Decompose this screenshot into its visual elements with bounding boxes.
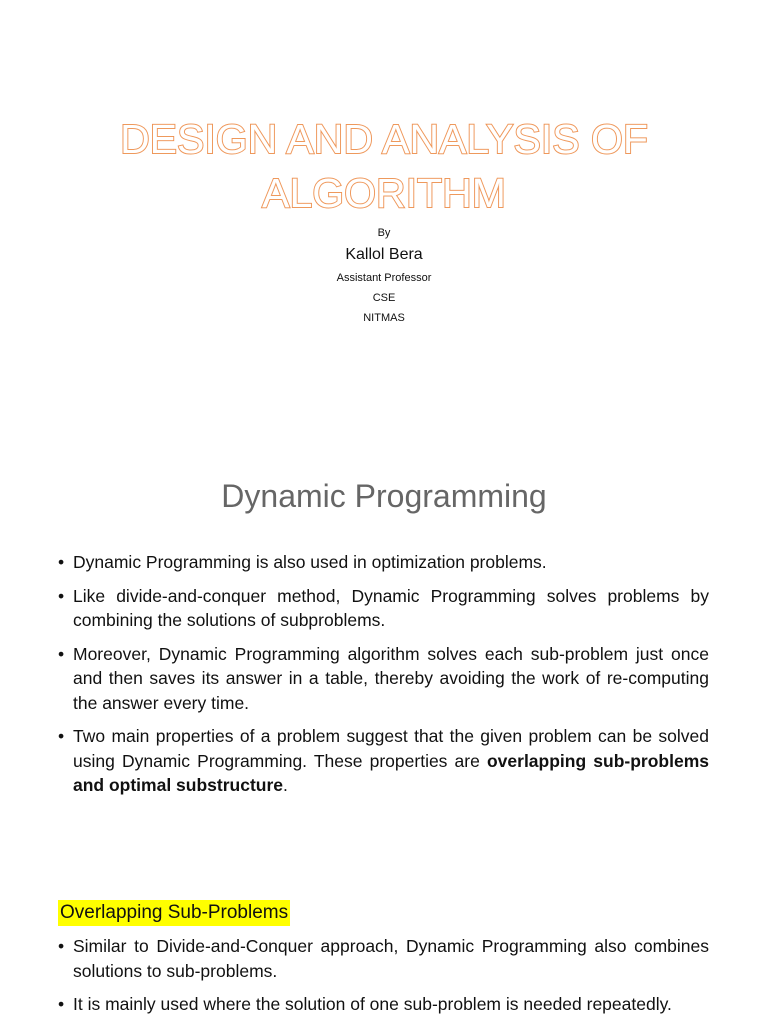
author-role: Assistant Professor — [336, 272, 432, 284]
bullet-marker: • — [58, 936, 65, 956]
sub-bullet-item — [58, 992, 709, 1017]
bullet-marker: • — [58, 552, 65, 572]
bullet-marker: • — [58, 643, 65, 664]
sub-bullet-text: Similar to Divide-and-Conquer approach, Dynamic Programming also combines solutions to sub-problems. — [73, 936, 709, 981]
bullet-item — [58, 642, 709, 716]
bullet-item — [58, 724, 709, 798]
highlighted-subheading: Overlapping Sub-Problems — [58, 900, 290, 926]
deck-title-line-2: ALGORITHM — [262, 170, 506, 216]
sub-bullet-text: It is mainly used where the solution of one sub-problem is needed repeatedly. — [73, 994, 672, 1014]
bullet-text — [73, 726, 709, 795]
section-heading: Dynamic Programming — [221, 478, 547, 514]
bullet-item — [58, 584, 709, 633]
author-institution: NITMAS — [363, 312, 405, 324]
bullet-text-tail: . — [283, 775, 288, 795]
bullet-marker: • — [58, 726, 65, 746]
content-slide — [0, 440, 768, 1024]
bullet-marker: • — [58, 994, 65, 1014]
bullet-text-emphasis: overlapping sub-problems and optimal substructure — [73, 750, 709, 795]
sub-bullet-list — [58, 934, 709, 1026]
sub-bullet-item — [58, 934, 709, 983]
title-slide — [0, 0, 768, 440]
bullet-marker: • — [58, 585, 65, 606]
bullet-item — [58, 550, 709, 575]
author-department: CSE — [372, 292, 396, 304]
bullet-text: Like divide-and-conquer method, Dynamic Programming solves problems by combining the solutions of subproblems. — [73, 585, 709, 630]
bullet-text: Dynamic Programming is also used in optimization problems. — [73, 552, 547, 572]
bullet-text: Moreover, Dynamic Programming algorithm solves each sub-problem just once and then saves its answer in a table, thereby avoiding the work of re-computing the answer every time. — [73, 643, 709, 713]
author-name: Kallol Bera — [345, 246, 423, 263]
by-label: By — [377, 227, 391, 239]
deck-title-line-1: DESIGN AND ANALYSIS OF — [120, 116, 648, 162]
deck-title — [0, 112, 768, 220]
bullet-text-lead: Two main properties of a problem suggest that the given problem can be solved using Dynamic Programming. These properties are — [73, 726, 709, 771]
bullet-list — [58, 550, 709, 807]
